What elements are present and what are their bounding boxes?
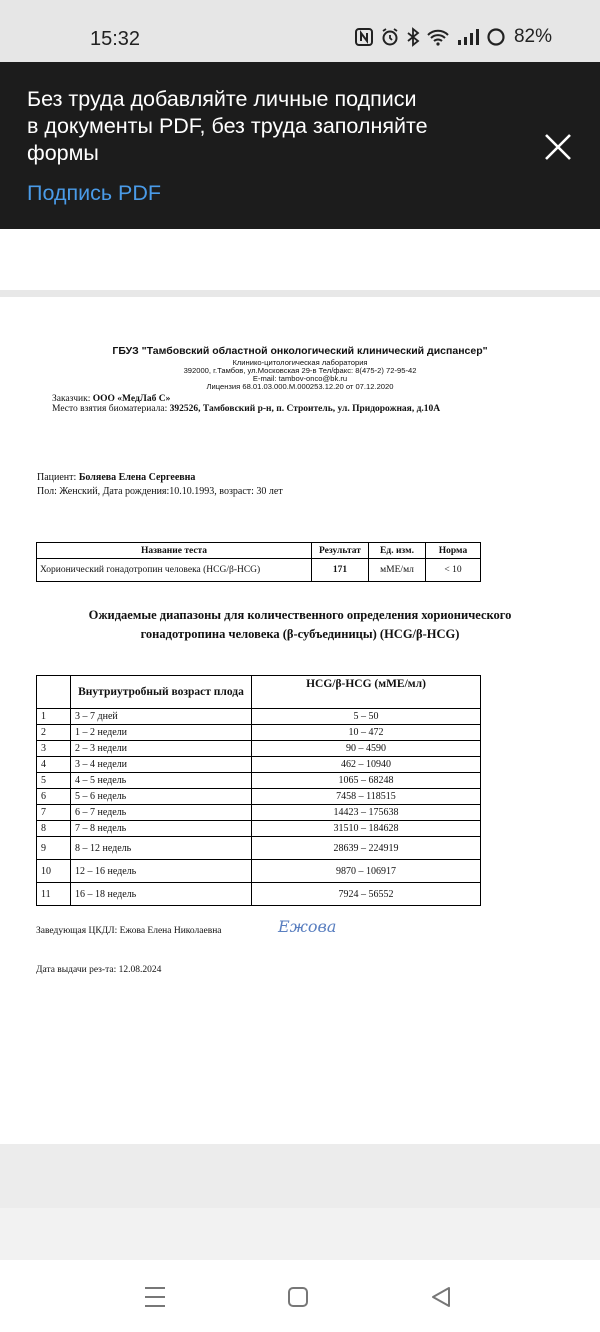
test-name: Хорионический гонадотропин человека (HCG/β-HCG) xyxy=(37,559,312,582)
status-time: 15:32 xyxy=(90,28,141,50)
org-license: Лицензия 68.01.03.000.М.000253.12.20 от 07.12.2020 xyxy=(206,382,394,391)
range-age: 5 – 6 недель xyxy=(71,789,252,805)
col-index xyxy=(37,676,71,709)
range-index: 9 xyxy=(37,837,71,860)
range-index: 11 xyxy=(37,883,71,906)
range-age: 4 – 5 недель xyxy=(71,773,252,789)
ranges-row xyxy=(37,789,481,805)
customer-line xyxy=(52,394,170,404)
range-age: 7 – 8 недель xyxy=(71,821,252,837)
range-index: 5 xyxy=(37,773,71,789)
battery-icon xyxy=(486,27,506,47)
pdf-page xyxy=(0,297,600,1144)
signal-icon xyxy=(456,27,480,47)
ranges-row xyxy=(37,821,481,837)
patient-name: Боляева Елена Сергеевна xyxy=(78,472,196,483)
place-line xyxy=(52,404,440,414)
range-age: 8 – 12 недель xyxy=(71,837,252,860)
ranges-title xyxy=(0,606,600,644)
range-age: 3 – 7 дней xyxy=(71,709,252,725)
org-email: E-mail: tambov-onco@bk.ru xyxy=(252,374,348,383)
range-value: 9870 – 106917 xyxy=(252,860,481,883)
viewer-bottom-bar xyxy=(0,1208,600,1260)
range-age: 2 – 3 недели xyxy=(71,741,252,757)
customer-value: ООО «МедЛаб С» xyxy=(92,394,171,404)
col-result: Результат xyxy=(312,543,369,559)
ranges-row xyxy=(37,883,481,906)
results-table xyxy=(36,542,481,582)
range-age: 6 – 7 недель xyxy=(71,805,252,821)
viewer-bottom-area xyxy=(0,1144,600,1208)
place-label: Место взятия биоматериала: xyxy=(52,404,168,414)
bluetooth-icon xyxy=(406,27,420,47)
banner-line-3: формы xyxy=(27,141,99,165)
status-icons xyxy=(354,26,552,48)
place-value: 392526, Тамбовский р-н, п. Строитель, ул. Придорожная, д.10А xyxy=(169,404,441,414)
test-unit: мМЕ/мл xyxy=(369,559,426,582)
promo-banner xyxy=(0,62,600,229)
col-test-name: Название теста xyxy=(37,543,312,559)
ranges-row xyxy=(37,725,481,741)
patient-label: Пациент: xyxy=(37,472,77,483)
range-value: 28639 – 224919 xyxy=(252,837,481,860)
banner-line-2: в документы PDF, без труда заполняйте xyxy=(27,114,428,138)
alarm-icon xyxy=(380,27,400,47)
range-index: 3 xyxy=(37,741,71,757)
ranges-row xyxy=(37,773,481,789)
range-index: 1 xyxy=(37,709,71,725)
col-hcg: HCG/β-HCG (мМЕ/мл) xyxy=(252,676,481,709)
range-index: 2 xyxy=(37,725,71,741)
range-value: 90 – 4590 xyxy=(252,741,481,757)
range-value: 7924 – 56552 xyxy=(252,883,481,906)
ranges-row xyxy=(37,860,481,883)
range-index: 7 xyxy=(37,805,71,821)
issue-date: Дата выдачи рез-та: 12.08.2024 xyxy=(36,965,162,975)
org-name: ГБУЗ "Тамбовский областной онкологический клинический диспансер" xyxy=(112,345,488,357)
ranges-row xyxy=(37,805,481,821)
banner-line-1: Без труда добавляйте личные подписи xyxy=(27,87,417,111)
test-result: 171 xyxy=(312,559,369,582)
range-index: 10 xyxy=(37,860,71,883)
page-divider xyxy=(0,290,600,297)
nfc-icon xyxy=(354,27,374,47)
col-age: Внутриутробный возраст плода xyxy=(71,676,252,709)
range-age: 3 – 4 недели xyxy=(71,757,252,773)
range-index: 4 xyxy=(37,757,71,773)
range-age: 1 – 2 недели xyxy=(71,725,252,741)
patient-info: Пол: Женский, Дата рождения:10.10.1993, возраст: 30 лет xyxy=(37,486,283,497)
range-age: 16 – 18 недель xyxy=(71,883,252,906)
home-icon[interactable] xyxy=(278,1282,318,1312)
close-icon[interactable] xyxy=(541,130,575,164)
ranges-row xyxy=(37,709,481,725)
signature: Ежова xyxy=(278,917,337,936)
range-value: 5 – 50 xyxy=(252,709,481,725)
range-value: 31510 – 184628 xyxy=(252,821,481,837)
results-row xyxy=(37,559,481,582)
range-value: 462 – 10940 xyxy=(252,757,481,773)
ranges-body xyxy=(37,709,481,906)
results-header-row xyxy=(37,543,481,559)
patient-line xyxy=(37,472,195,483)
ranges-title-line-2: гонадотропина человека (β-субъединицы) (HCG/β-HCG) xyxy=(140,627,460,641)
col-unit: Ед. изм. xyxy=(369,543,426,559)
customer-label: Заказчик: xyxy=(52,394,91,404)
range-age: 12 – 16 недель xyxy=(71,860,252,883)
org-address: 392000, г.Тамбов, ул.Московская 29-в Тел/факс: 8(475-2) 72-95-42 xyxy=(183,366,417,375)
ranges-header-row xyxy=(37,676,481,709)
range-value: 7458 – 118515 xyxy=(252,789,481,805)
battery-level: 82% xyxy=(513,26,552,47)
col-norm: Норма xyxy=(426,543,481,559)
head-line: Заведующая ЦКДЛ: Ежова Елена Николаевна xyxy=(36,926,222,936)
wifi-icon xyxy=(426,27,450,47)
range-value: 10 – 472 xyxy=(252,725,481,741)
recent-apps-icon[interactable] xyxy=(135,1282,175,1312)
ranges-row xyxy=(37,757,481,773)
ranges-title-line-1: Ожидаемые диапазоны для количественного определения хорионического xyxy=(88,608,512,622)
ranges-row xyxy=(37,741,481,757)
test-norm: < 10 xyxy=(426,559,481,582)
back-icon[interactable] xyxy=(421,1282,461,1312)
status-bar xyxy=(0,0,600,62)
ranges-row xyxy=(37,837,481,860)
ranges-table xyxy=(36,675,481,906)
lab-name: Клинико-цитологическая лаборатория xyxy=(232,358,368,367)
range-value: 1065 – 68248 xyxy=(252,773,481,789)
pdf-signature-link[interactable]: Подпись PDF xyxy=(27,181,162,205)
range-index: 8 xyxy=(37,821,71,837)
range-value: 14423 – 175638 xyxy=(252,805,481,821)
range-index: 6 xyxy=(37,789,71,805)
banner-text xyxy=(27,86,497,167)
